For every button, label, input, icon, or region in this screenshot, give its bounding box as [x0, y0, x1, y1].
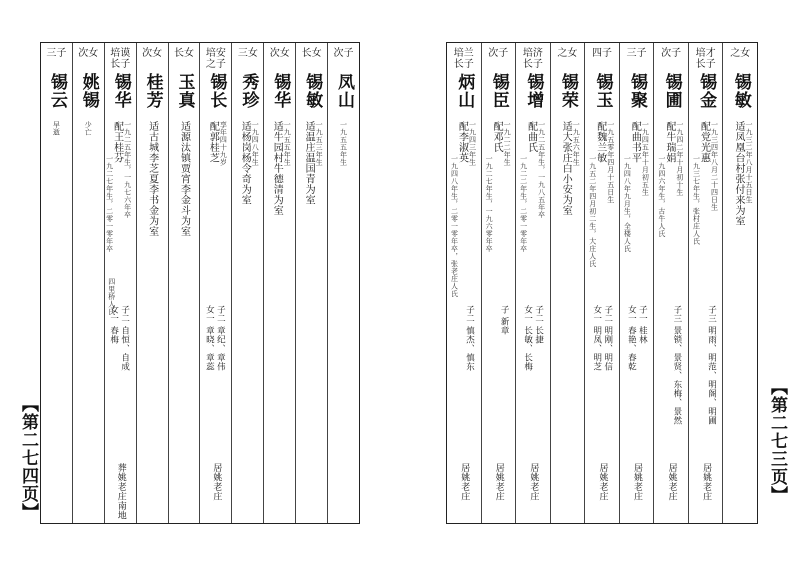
left-page — [40, 42, 360, 524]
residence-info: 居姚老庄 — [701, 463, 712, 501]
person-name: 锡云 — [46, 73, 67, 109]
children-info: 子二 章纪、章伟 — [215, 305, 226, 372]
entry-rank-label — [41, 48, 72, 59]
genealogy-entry — [584, 43, 619, 523]
person-name: 玉真 — [174, 73, 195, 109]
residence-info: 居姚老庄 — [211, 463, 222, 501]
birth-info: 一九四八年生 — [251, 121, 260, 166]
rank-label-line: 次子 — [333, 48, 354, 59]
birth-info: 一九三四年八月二十四日生 — [710, 121, 719, 211]
children-info: 子二 明刚、明信 — [602, 305, 613, 372]
rank-label-line: 长女 — [301, 48, 322, 59]
marriage-info: 配郭桂芝 — [207, 121, 219, 163]
genealogy-entry — [263, 43, 295, 523]
birth-info: 一九二五年生，一九七六年卒 — [123, 121, 132, 219]
birth-info: 一九四三年生 — [468, 121, 477, 166]
rank-label-line: 三子 — [46, 48, 67, 59]
rank-label-line: 之女 — [730, 48, 751, 59]
marriage-info: 配曲氏 — [525, 121, 537, 153]
residence-info: 葬姚老庄南地 — [115, 463, 126, 520]
genealogy-entry — [481, 43, 516, 523]
genealogy-entry — [619, 43, 654, 523]
origin-info: 四里桥人氏 — [107, 278, 116, 316]
genealogy-entry — [199, 43, 231, 523]
children-info: 女一 春艳、春乾 — [626, 305, 637, 372]
children-info: 子二 慎杰、慎东 — [464, 305, 475, 372]
marriage-info: 适牛园村牛德清为室 — [271, 121, 283, 216]
genealogy-entry — [722, 43, 757, 523]
genealogy-entry — [550, 43, 585, 523]
entry-rank-label — [620, 48, 654, 59]
birth-info: 一九三二年八月十五日生 — [745, 121, 753, 204]
entry-rank-label — [689, 48, 723, 70]
marriage-info: 配魏兰敏 — [594, 121, 606, 163]
spouse-info: 一九四八年九月生，全楼人氏 — [623, 155, 632, 253]
residence-info: 居姚老庄 — [493, 463, 504, 501]
children-info: 女一 明凤、明芝 — [591, 305, 602, 372]
residence-info: 居姚老庄 — [528, 463, 539, 501]
children-info: 子一 桂林 — [637, 305, 648, 345]
rank-label-line: 长女 — [174, 48, 195, 59]
entry-rank-label — [264, 48, 295, 59]
rank-label-line: 培安 — [205, 48, 226, 59]
person-name: 锡华 — [110, 73, 131, 109]
entry-rank-label — [585, 48, 619, 59]
marriage-info: 配党光惠 — [698, 121, 710, 163]
right-page-number: 【第二七三页】 — [767, 378, 787, 504]
spouse-info: 一九五二年四月初二生，大庄人氏 — [588, 155, 597, 268]
children-info: 子三 景锁、景贤、东梅、景然 — [671, 305, 682, 426]
rank-label-line: 次女 — [269, 48, 290, 59]
person-name: 锡华 — [270, 73, 291, 109]
children-info: 子二 自恒、自成 — [119, 305, 130, 372]
entry-rank-label — [654, 48, 688, 59]
rank-label-line: 长子 — [110, 59, 131, 70]
genealogy-entry — [104, 43, 136, 523]
residence-info: 居姚老庄 — [459, 463, 470, 501]
marriage-info: 适温庄温国青为室 — [303, 121, 315, 205]
genealogy-entry — [295, 43, 327, 523]
marriage-info: 适杨岗杨令奇为室 — [239, 121, 251, 205]
rank-label-line: 之女 — [557, 48, 578, 59]
genealogy-entry — [136, 43, 168, 523]
genealogy-entry — [515, 43, 550, 523]
entry-rank-label — [447, 48, 481, 70]
marriage-info: 配曲书平 — [629, 121, 641, 163]
entry-rank-label — [723, 48, 757, 59]
rank-label-line: 次女 — [78, 48, 99, 59]
residence-info: 居姚老庄 — [666, 463, 677, 501]
entry-rank-label — [328, 48, 359, 59]
person-name: 锡玉 — [592, 73, 613, 109]
rank-label-line: 培谟 — [110, 48, 131, 59]
entry-rank-label — [105, 48, 136, 70]
person-name: 锡聚 — [627, 73, 648, 109]
genealogy-entry — [653, 43, 688, 523]
residence-info: 居姚老庄 — [632, 463, 643, 501]
genealogy-entry — [447, 43, 481, 523]
entry-rank-label — [232, 48, 263, 59]
person-name: 凤山 — [334, 73, 355, 109]
birth-info: 一九五五年生 — [283, 121, 292, 166]
entry-rank-label — [73, 48, 104, 59]
birth-info: 享年四十九岁 — [219, 121, 228, 166]
rank-label-line: 长子 — [522, 59, 543, 70]
rank-label-line: 四子 — [591, 48, 612, 59]
marriage-info: 适凤凰台村张付来为室 — [733, 121, 744, 226]
marriage-info: 配李淑英 — [456, 121, 468, 163]
person-name: 锡敏 — [302, 73, 323, 109]
birth-info: 早逝 — [52, 121, 61, 136]
entry-rank-label — [200, 48, 231, 70]
spouse-info: 一九三七年生，张村庄人氏 — [692, 155, 701, 245]
person-name: 锡荣 — [557, 73, 578, 109]
right-page — [446, 42, 758, 524]
birth-info: 一九二五年生，一九八五年卒 — [537, 121, 546, 219]
person-name: 锡长 — [206, 73, 227, 109]
person-name: 锡臣 — [488, 73, 509, 109]
genealogy-entry — [231, 43, 263, 523]
children-info: 子二 长捷 — [533, 305, 544, 345]
marriage-info: 配王桂芬 — [111, 121, 123, 163]
genealogy-entry — [327, 43, 359, 523]
genealogy-entry — [168, 43, 200, 523]
rank-label-line: 三子 — [626, 48, 647, 59]
marriage-info: 适大张庄白小安为室 — [560, 121, 572, 216]
person-name: 锡敏 — [730, 73, 751, 109]
person-name: 秀珍 — [238, 73, 259, 109]
person-name: 姚锡 — [78, 73, 99, 109]
rank-label-line: 培才 — [695, 48, 716, 59]
entry-rank-label — [516, 48, 550, 70]
rank-label-line: 培兰 — [453, 48, 474, 59]
entry-rank-label — [296, 48, 327, 59]
person-name: 锡金 — [696, 73, 717, 109]
spouse-info: 一九二七年生，二零一零年卒 — [105, 155, 114, 253]
birth-info: 一九五三年生 — [315, 121, 324, 166]
person-name: 炳山 — [454, 73, 475, 109]
rank-label-line: 三女 — [237, 48, 258, 59]
rank-label-line: 次子 — [661, 48, 682, 59]
entry-rank-label — [551, 48, 585, 59]
marriage-info: 适源汰镇贾宵李金斗为室 — [178, 121, 190, 237]
birth-info: 一九二二年生 — [503, 121, 512, 166]
marriage-info: 配邓氏 — [491, 121, 503, 153]
rank-label-line: 培济 — [522, 48, 543, 59]
genealogy-entry — [688, 43, 723, 523]
person-name: 锡增 — [523, 73, 544, 109]
birth-info: 一九五六年生 — [572, 121, 581, 166]
children-info: 女一 春梅 — [108, 305, 119, 345]
birth-info: 一九五五年生 — [339, 121, 348, 166]
entry-rank-label — [137, 48, 168, 59]
rank-label-line: 之子 — [205, 59, 226, 70]
marriage-info: 配牛瑞娟 — [663, 121, 675, 163]
residence-info: 居姚老庄 — [597, 463, 608, 501]
marriage-info: 适古城李芝夏李书金为室 — [146, 121, 158, 237]
rank-label-line: 次子 — [488, 48, 509, 59]
rank-label-line: 次女 — [142, 48, 163, 59]
entry-rank-label — [482, 48, 516, 59]
spouse-info: 一九二二年生，二零一零年卒 — [519, 155, 528, 253]
person-name: 桂芳 — [142, 73, 163, 109]
birth-info: 一九五零年四月十五日生 — [606, 121, 615, 204]
person-name: 锡圃 — [661, 73, 682, 109]
children-info: 女一 章晓、章蕊 — [204, 305, 215, 372]
children-info: 子 新章 — [499, 305, 510, 336]
spouse-info: 一九四六年生，古牛人氏 — [657, 155, 666, 238]
rank-label-line: 长子 — [453, 59, 474, 70]
genealogy-entry — [72, 43, 104, 523]
children-info: 女一 长敏、长梅 — [522, 305, 533, 372]
birth-info: 一九四二年十月初十生 — [675, 121, 684, 196]
birth-info: 一九四五年十月初五生 — [641, 121, 650, 196]
spouse-info: 一九二七年生，一九六零年卒 — [485, 155, 494, 253]
birth-info: 少亡 — [84, 121, 93, 136]
spouse-info: 一九四八年生，二零一零年卒，张老庄人氏 — [450, 155, 459, 298]
left-page-number: 【第二七四页】 — [18, 395, 38, 521]
genealogy-entry — [41, 43, 72, 523]
entry-rank-label — [169, 48, 200, 59]
children-info: 子三 明雨、明范、明阁、明圃 — [706, 305, 717, 426]
rank-label-line: 长子 — [695, 59, 716, 70]
